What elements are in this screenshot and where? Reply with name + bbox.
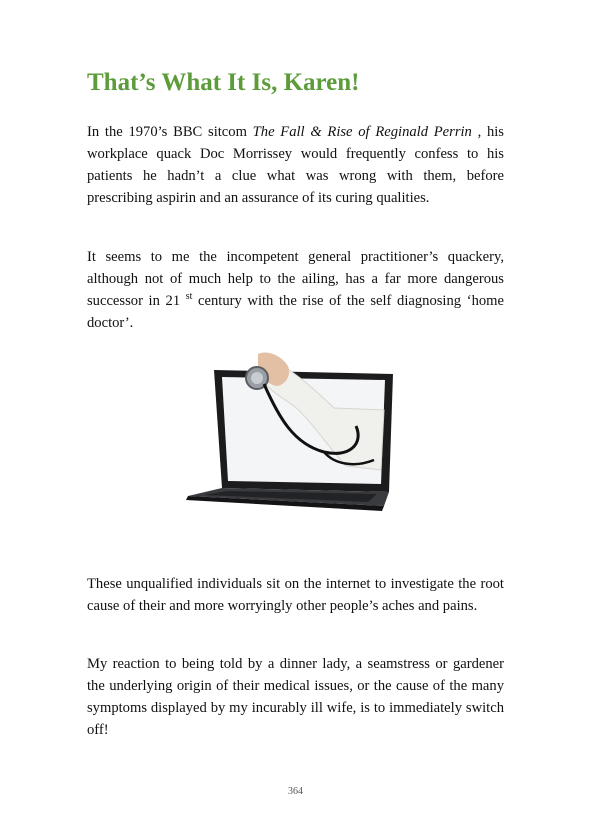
paragraph-4: My reaction to being told by a dinner lady, a seamstress or gardener the underlying origin of their medical issues, or the cause of the many symptoms displayed by my incurably ill wife, is to immediately switch off! (87, 656, 504, 738)
paragraph-1-text-start: In the 1970’s BBC sitcom (87, 124, 253, 140)
paragraph-3: These unqualified individuals sit on the internet to investigate the root cause of their and more worryingly other people’s aches and pains. (87, 576, 504, 614)
stethoscope-diaphragm (251, 372, 263, 384)
page-title: That’s What It Is, Karen! (87, 69, 360, 96)
paragraph-2-text-end: century with the rise of the self diagnosing ‘home doctor’. (87, 293, 504, 331)
paragraph-2 (87, 246, 504, 334)
page-number: 364 (288, 786, 303, 797)
paragraph-1-text-end: , his workplace quack Doc Morrissey would frequently confess to his patients he hadn’t a clue what was wrong with them, before prescribing aspirin and an assurance of its curing qualities. (87, 124, 504, 206)
paragraph-1 (87, 121, 504, 209)
laptop-stethoscope-illustration (184, 348, 394, 518)
sitcom-title: The Fall & Rise of Reginald Perrin (252, 124, 472, 140)
paragraph-2-text-start: It seems to me the incompetent general practitioner’s quackery, although not of much help to the ailing, has a far more dangerous successor in 21 (87, 249, 504, 309)
ordinal-superscript: st (185, 291, 193, 302)
